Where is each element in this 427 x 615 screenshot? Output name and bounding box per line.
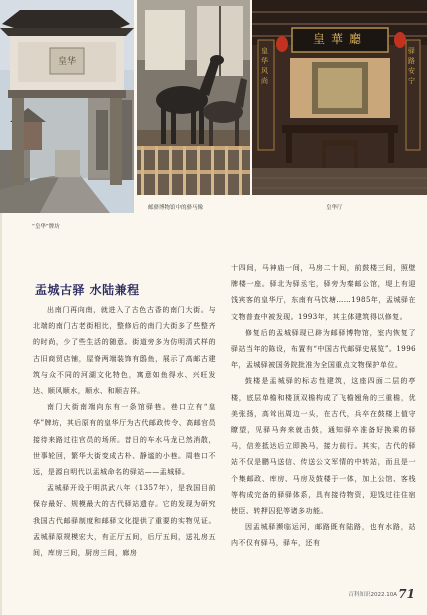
hall-sign-text: 皇華廳 <box>312 32 367 46</box>
paragraph: 鼓楼是盂城驿的标志性建筑，这座四面二层的亭楼，底层单檐和楼顶双檐构成了飞檐翘角的三重檐，优美张扬，高耸出周边一头，在古代，兵卒在鼓楼上值守瞭望，见驿马奔来就击鼓，通知驿卒准备好换乘的驿马，信差抵达后立即换马，接力前行。其实，古代的驿站不仅是鹏马送信、传送公文军情的中转站，而且是一个集邮政、库房、马房及鼓楼于一体，加上公馆、客栈等构成完备的驿驿体系，具有接待物资，迎饯过往住宿使臣、转押囚犯等诸多功能。 <box>231 377 416 516</box>
hall-photo <box>252 0 427 195</box>
paragraph: 南门大街南端向东有一条馆驿巷。巷口立有“皇华”牌坊，其后原有的皇华厅为古代邮政传令、高邮官员接待来路过往官员的场所。昔日的车水马龙已然消散，世事轮回，繁华大街变成古朴、静谧的小巷。周巷口不远，是源自明代以盂城命名的驿站——盂城驿。 <box>33 403 216 477</box>
horse-illustration <box>137 0 250 195</box>
paragraph: 出南门再向南，就进入了古色古香的南门大街。与北端的南门古老街相比，整修后的南门大街多了些整齐的时尚，少了些生活的随意。街道旁多为仿明清式样的古旧商贸店铺，屋脊两端装饰有鸱鱼，展示了高邮古建筑与众不同的河湖文化特色，寓意如鱼得水、兴旺发达、顺风顺水，顺水、和顺吉祥。 <box>33 306 216 396</box>
article-title: 盂城古驿 水陆兼程 <box>35 283 140 297</box>
caption-horse-statue: 邮驿博物馆中的驿马像 <box>148 205 204 211</box>
horse-statue-photo <box>137 0 250 195</box>
magazine-issue: 百科知识2022.10A <box>348 592 397 598</box>
text-column-right <box>231 260 416 552</box>
text-column-left <box>33 302 216 561</box>
archway-photo <box>0 0 134 213</box>
paragraph: 修复后的盂城驿现已辟为邮驿博物馆，室内恢复了驿站当年的陈设，布置有“中国古代邮驿史展览”。1996年，盂城驿被国务院批准为全国重点文物保护单位。 <box>231 328 416 370</box>
archway-plaque-text: 皇华 <box>57 57 76 67</box>
left-scroll-text: 皇华风尚 <box>261 47 268 85</box>
caption-hall: 皇华厅 <box>326 205 343 211</box>
archway-illustration <box>0 0 134 213</box>
caption-archway: “皇华”牌坊 <box>32 224 60 230</box>
page-number: 71 <box>398 587 415 601</box>
paragraph: 盂城驿开设于明洪武八年（1357年），是我国目前保存最好、规模最大的古代驿站遗存。它的发现为研究我国古代邮驿制度和邮驿文化提供了重要的实物见证。盂城驿原规模宏大，有正厅五间，后厅五间，送礼房五间，库房三间，厨房三间，廊房 <box>33 484 216 558</box>
paragraph: 十四间，马神庙一间，马房二十间，前鼓楼三间，照壁牌楼一座。驿北为驿丞宅，驿旁为秦邮公馆，堤上有迎饯宾客的皇华厅，东南有马饮塘……1985年，盂城驿在文物普查中被发现。1993年，其主体建筑得以修复。 <box>231 264 416 321</box>
paragraph: 因盂城驿濒临运河，邮路既有陆路，也有水路，站内不仅有驿马，驿车，还有 <box>231 523 416 548</box>
right-scroll-text: 驿路安宁 <box>408 47 415 85</box>
